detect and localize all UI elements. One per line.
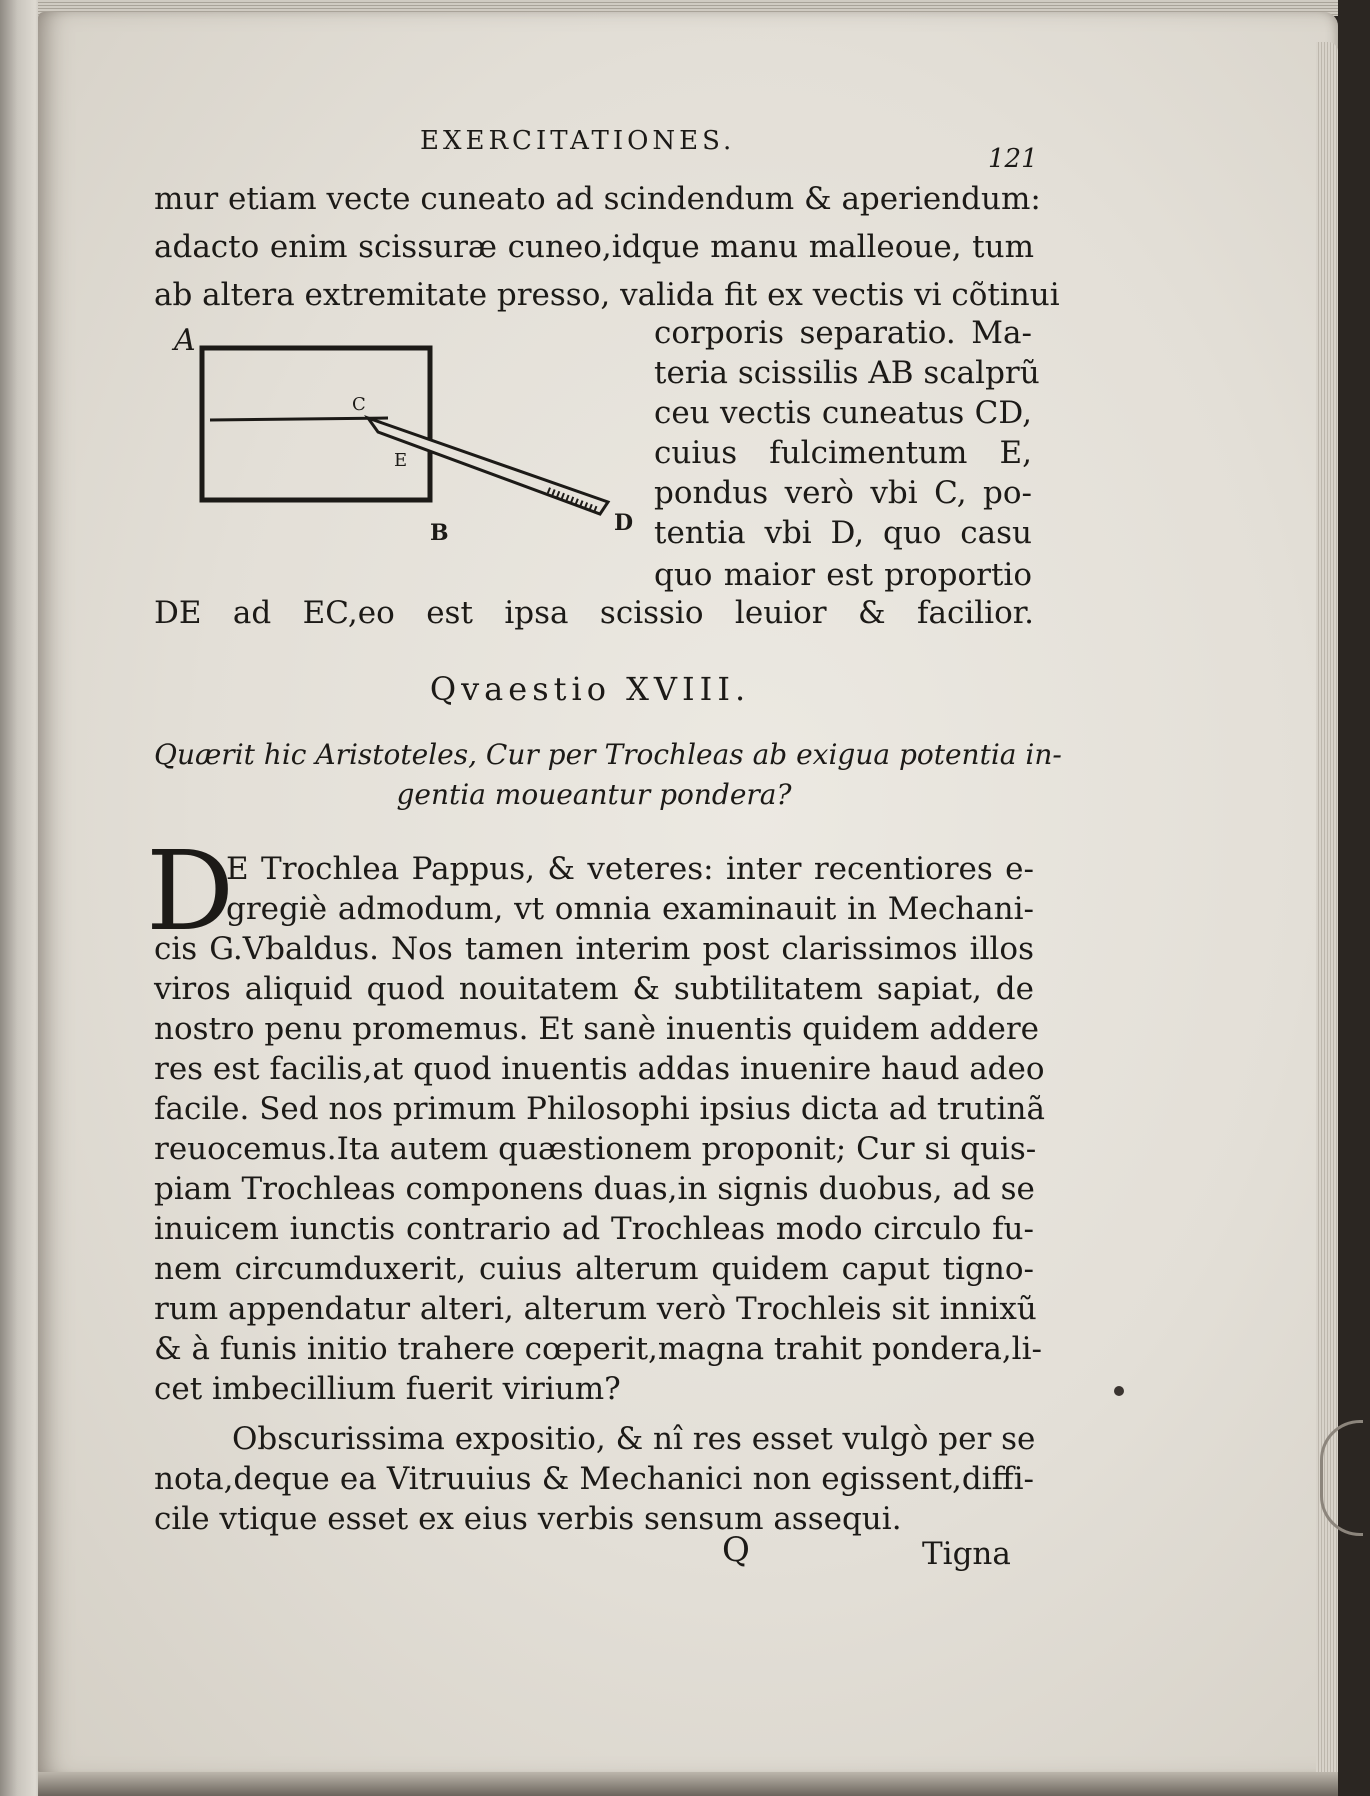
paragraph-line: cile vtique esset ex eius verbis sensum assequi. bbox=[154, 1501, 902, 1537]
lever-wedge-diagram bbox=[148, 320, 634, 550]
page-number: 121 bbox=[988, 144, 1038, 174]
page-clip bbox=[1320, 1420, 1363, 1536]
side-text-line: cuius fulcimentum E, bbox=[654, 435, 1032, 471]
catchword: Tigna bbox=[922, 1536, 1011, 1572]
text-line: ab altera extremitate presso, valida fit ex vectis vi cõtinui bbox=[154, 277, 1060, 313]
body-line: cis G.Vbaldus. Nos tamen interim post clarissimos illos bbox=[154, 931, 1034, 967]
body-line: nem circumduxerit, cuius alterum quidem caput tigno- bbox=[154, 1251, 1034, 1287]
side-text-line: pondus verò vbi C, po- bbox=[654, 475, 1032, 511]
side-text-line: teria scissilis AB scalprũ bbox=[654, 355, 1040, 391]
first-body-line: E Trochlea Pappus, & veteres: inter recentiores e- bbox=[226, 851, 1034, 887]
material-block bbox=[202, 348, 430, 500]
label-a: A bbox=[174, 323, 196, 358]
closing-line: DE ad EC,eo est ipsa scissio leuior & facilior. bbox=[154, 595, 1034, 631]
body-line: & à funis initio trahere cœperit,magna trahit pondera,li- bbox=[154, 1331, 1042, 1367]
body-line: res est facilis,at quod inuentis addas inuenire haud adeo bbox=[154, 1051, 1045, 1087]
drop-cap: D bbox=[146, 827, 235, 955]
side-text-line: quo maior est proportio bbox=[654, 557, 1032, 593]
label-d: D bbox=[614, 510, 634, 536]
text-line: mur etiam vecte cuneato ad scindendum & aperiendum: bbox=[154, 181, 1041, 217]
label-e: E bbox=[394, 450, 408, 471]
side-text-line: ceu vectis cuneatus CD, bbox=[654, 395, 1032, 431]
running-title: EXERCITATIONES. bbox=[420, 126, 736, 156]
body-line: cet imbecillium fuerit virium? bbox=[154, 1371, 621, 1407]
body-line: viros aliquid quod nouitatem & subtilitatem sapiat, de bbox=[154, 971, 1034, 1007]
body-line: facile. Sed nos primum Philosophi ipsius dicta ad trutinã bbox=[154, 1091, 1045, 1127]
side-text-line: tentia vbi D, quo casu bbox=[654, 515, 1032, 551]
question-line: Quærit hic Aristoteles, Cur per Trochleas ab exigua potentia in- bbox=[154, 738, 1062, 771]
text-line: adacto enim scissuræ cuneo,idque manu malleoue, tum bbox=[154, 229, 1034, 265]
body-line: reuocemus.Ita autem quæstionem proponit; Cur si quis- bbox=[154, 1131, 1037, 1167]
body-line: inuicem iunctis contrario ad Trochleas modo circulo fu- bbox=[154, 1211, 1034, 1247]
bottom-page-edge bbox=[38, 1772, 1338, 1796]
side-text-line: corporis separatio. Ma- bbox=[654, 315, 1032, 351]
label-b: B bbox=[430, 520, 449, 546]
label-c: C bbox=[352, 394, 366, 415]
paragraph-line: Obscurissima expositio, & nî res esset vulgò per se bbox=[232, 1421, 1036, 1457]
question-line: gentia moueantur pondera? bbox=[396, 778, 792, 811]
paragraph-line: nota,deque ea Vitruuius & Mechanici non egissent,diffi- bbox=[154, 1461, 1034, 1497]
split-line bbox=[210, 418, 388, 420]
ink-spot bbox=[1114, 1386, 1124, 1396]
section-heading: Qvaestio XVIII. bbox=[429, 670, 751, 708]
body-line: rum appendatur alteri, alterum verò Trochleis sit innixũ bbox=[154, 1291, 1037, 1327]
body-line: gregiè admodum, vt omnia examinauit in Mechani- bbox=[226, 891, 1034, 927]
body-line: nostro penu promemus. Et sanè inuentis quidem addere bbox=[154, 1011, 1039, 1047]
body-line: piam Trochleas componens duas,in signis duobus, ad se bbox=[154, 1171, 1035, 1207]
signature-mark: Q bbox=[722, 1530, 750, 1570]
